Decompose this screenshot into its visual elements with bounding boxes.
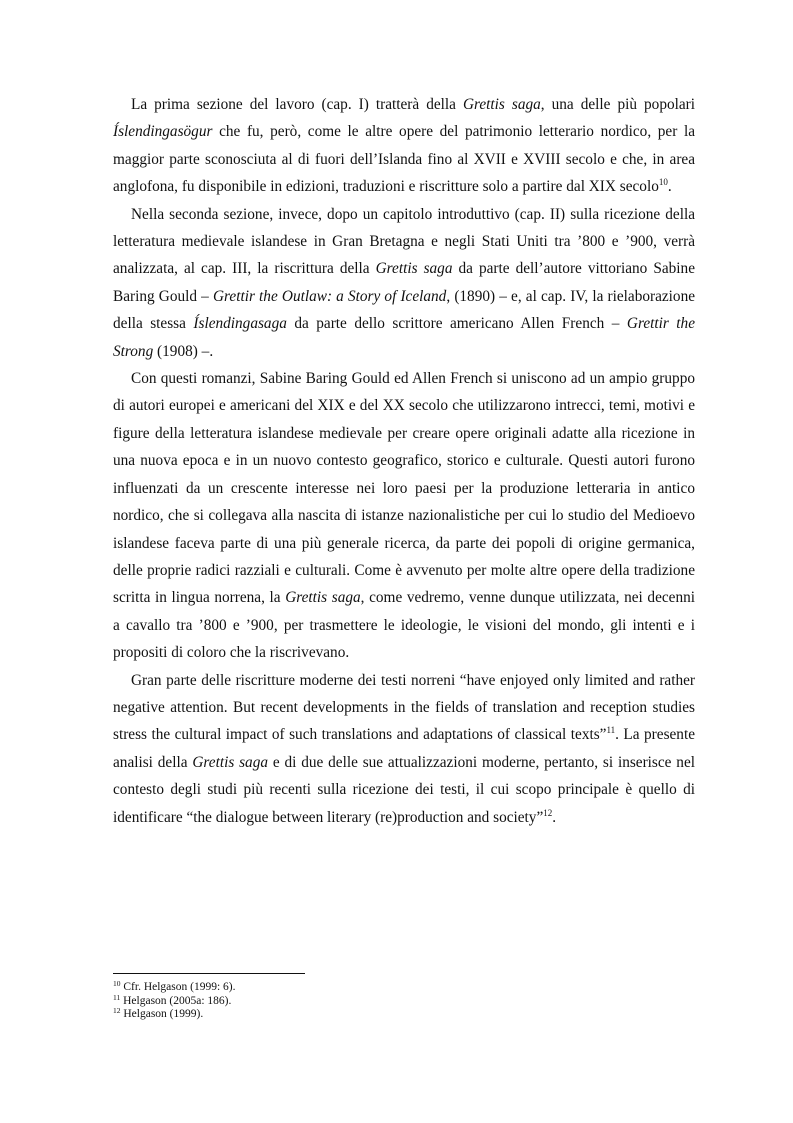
text-run: Nella seconda sezione, invece, dopo un capitolo introduttivo (cap. II) sulla ricezione della letteratura medievale islandese in Gran Bretagna e negli Stati Uniti tra ’800 e ’900, verrà analizzata, al cap. III, la riscrittura della <box>113 205 695 278</box>
text-run: . <box>552 808 557 826</box>
paragraph-2 <box>113 201 695 365</box>
italic-title: Íslendingasaga <box>193 315 287 333</box>
footnote-number: 12 <box>113 1006 121 1015</box>
paragraph-4 <box>113 667 695 831</box>
text-run: (1908) –. <box>153 342 214 360</box>
footnote-text: Helgason (2005a: 186). <box>120 994 232 1007</box>
paragraph-1 <box>113 91 695 201</box>
italic-title: Grettis saga <box>375 260 453 278</box>
italic-title: Grettis saga <box>192 753 269 771</box>
footnote-ref-10[interactable]: 10 <box>658 177 668 188</box>
italic-title: Grettis saga <box>285 589 361 607</box>
italic-title: Grettir the Outlaw: a Story of Iceland <box>212 287 447 305</box>
italic-title: Íslendingasögur <box>113 123 213 141</box>
text-run: che fu, però, come le altre opere del patrimonio letterario nordico, per la maggior parte sconosciuta al di fuori dell’Islanda fino al XVII e XVIII secolo e che, in area anglofona, fu disponibile in edizioni, traduzioni e riscritture solo a partire dal XIX secolo <box>113 123 695 196</box>
footnote-separator <box>113 973 305 974</box>
page-body <box>113 91 695 831</box>
footnote-text: Helgason (1999). <box>120 1008 204 1020</box>
text-run: Con questi romanzi, Sabine Baring Gould ed Allen French si uniscono ad un ampio gruppo di autori europei e americani del XIX e del XX secolo che utilizzarono intrecci, temi, motivi e figure della letteratura islandese medievale per creare opere originali adatte alla ricezione in una nuova epoca e in un nuovo contesto geografico, storico e culturale. Questi autori furono influenzati da un crescente interesse nei loro paesi per la produzione letteraria in antico nordico, che si collegava alla nascita di istanze nazionalistiche per cui lo studio del Medioevo islandese faceva parte di una più generale ricerca, da parte dei popoli di origine germanica, delle proprie radici razziali e culturali. Come è avvenuto per molte altre opere della tradizione scritta in lingua norrena, la <box>113 370 695 607</box>
paragraph-3 <box>113 365 695 666</box>
footnote-12 <box>113 1008 695 1022</box>
italic-title: Grettir the Strong <box>113 315 695 360</box>
text-run: e di due delle sue attualizzazioni moderne, pertanto, si inserisce nel contesto degli studi più recenti sulla ricezione dei testi, il cui scopo principale è quello di identificare “the dialogue between literary (re)production and society” <box>113 753 695 826</box>
footnotes <box>113 973 695 1022</box>
text-run: , come vedremo, venne dunque utilizzata, nei decenni a cavallo tra ’800 e ’900, per trasmettere le ideologie, le visioni del mondo, gli intenti e i propositi di coloro che la riscrivevano. <box>113 589 695 662</box>
text-run: da parte dello scrittore americano Allen French – <box>286 315 627 333</box>
footnote-number: 11 <box>113 992 121 1002</box>
text-run: . <box>667 178 672 196</box>
text-run: La prima sezione del lavoro (cap. I) tratterà della <box>131 96 463 113</box>
italic-title: Grettis saga <box>462 96 541 113</box>
text-run: , una delle più popolari <box>540 96 695 113</box>
text-run: . La presente analisi della <box>113 726 695 771</box>
footnote-number: 10 <box>113 979 121 988</box>
footnote-text: Cfr. Helgason (1999: 6). <box>120 981 236 993</box>
footnote-10 <box>113 981 695 995</box>
text-run: da parte dell’autore vittoriano Sabine Baring Gould – <box>113 260 695 305</box>
footnote-11 <box>113 992 695 1009</box>
text-run: Gran parte delle riscritture moderne dei testi norreni “have enjoyed only limited and rather negative attention. But recent developments in the fields of translation and reception studies stress the cultural impact of such translations and adaptations of classical texts” <box>113 671 695 744</box>
footnote-ref-12[interactable]: 12 <box>543 807 553 818</box>
text-run: , (1890) – e, al cap. IV, la rielaborazione della stessa <box>113 287 696 333</box>
footnote-ref-11[interactable]: 11 <box>606 725 616 736</box>
